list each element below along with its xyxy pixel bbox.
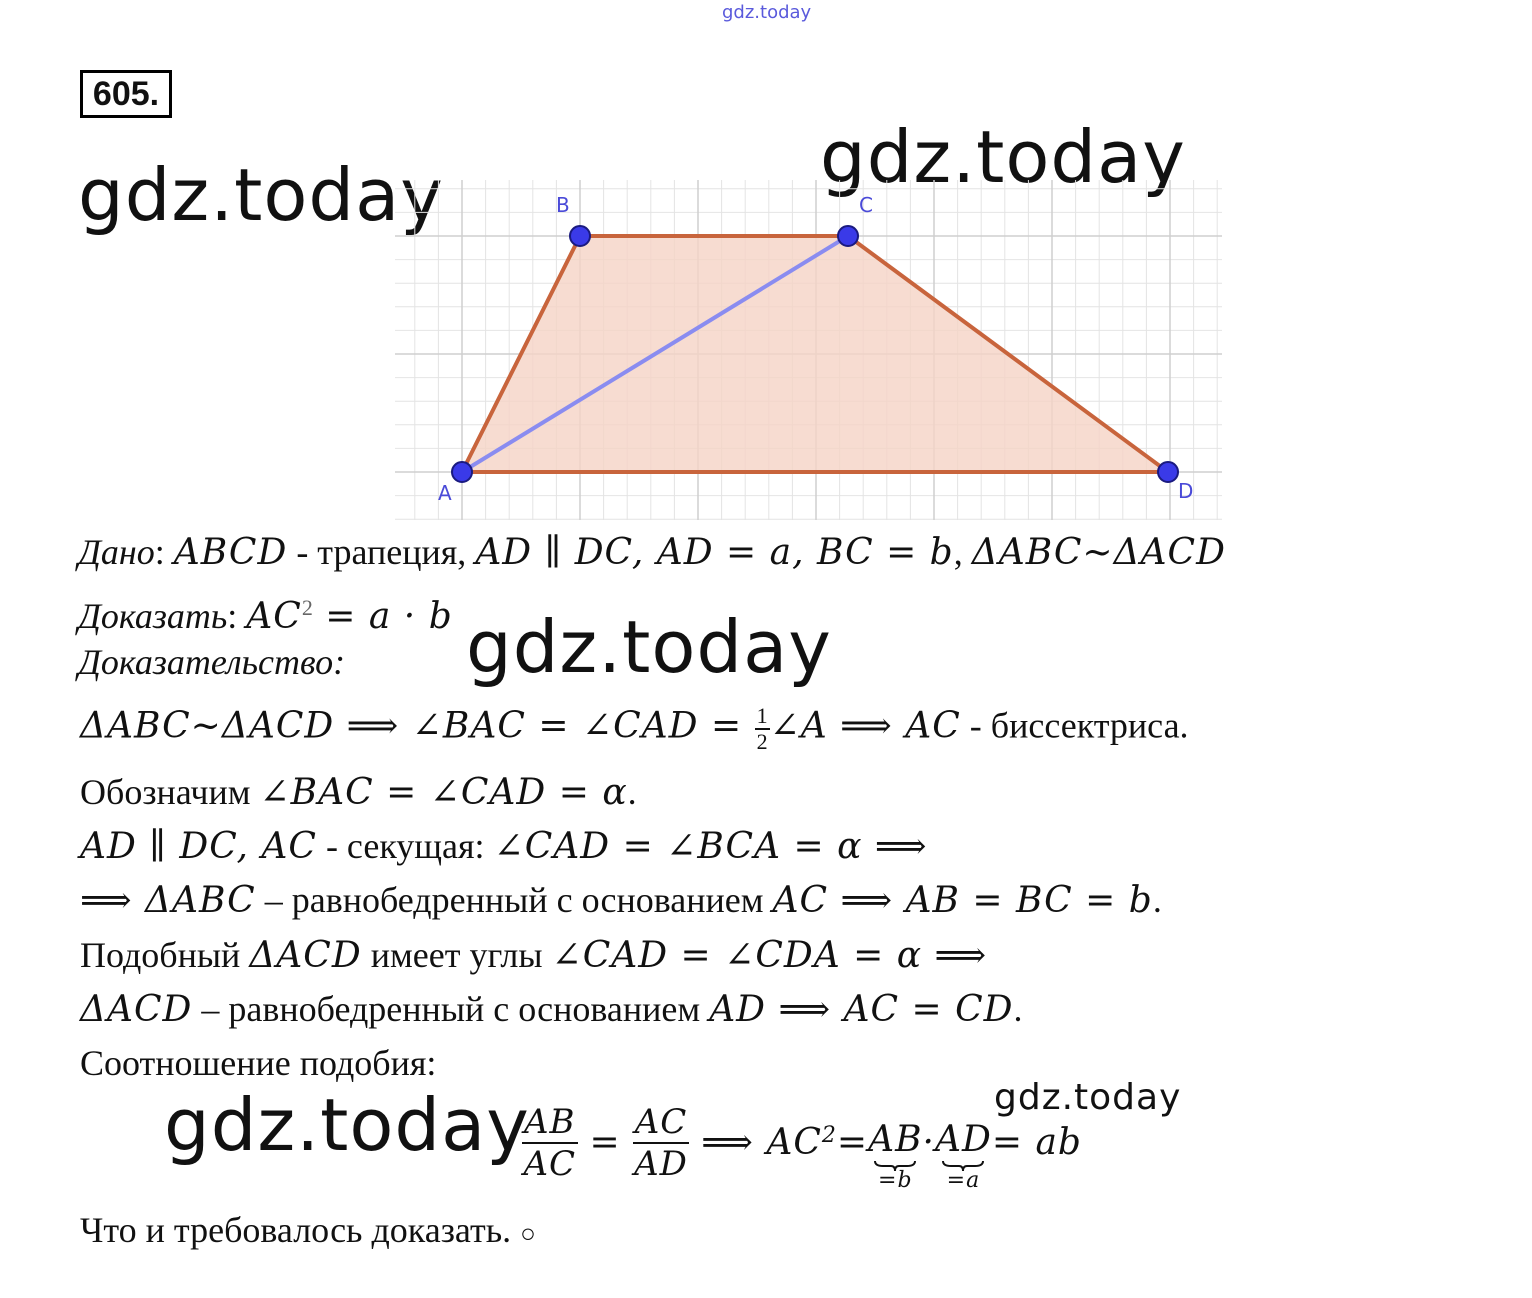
fraction-ab-ac: $\frac{AB}{AC}$ [523,1102,577,1184]
given-abcd: ABCD [173,532,288,573]
underbrace-ab: AB =b [868,1119,923,1193]
prove-label: Доказать [78,596,228,636]
proof-line-1: ΔABC~ΔACD ⟹ ∠BAC = ∠CAD = $\frac{1}{2}$ ∠A ⟹ AC - биссектриса. [80,703,1189,754]
watermark-formula-right: gdz.today [994,1077,1182,1118]
fraction-half: $\frac{1}{2}$ [756,703,768,754]
prove-expr: AC [246,596,302,637]
point-c [838,226,858,246]
label-c: C [859,193,873,217]
fraction-ac-ad: $\frac{AC}{AD}$ [634,1102,688,1184]
label-d: D [1178,479,1194,503]
given-label: Дано [78,532,155,572]
point-a [452,462,472,482]
proof-line-3: AD ∥ DC, AC - секущая: ∠CAD = ∠BCA = α ⟹ [80,826,928,867]
proof-label: Доказательство: [78,642,346,682]
given-trap-text: - трапеция, [287,532,476,572]
point-b [570,226,590,246]
given-similarity: ΔABC~ΔACD [971,532,1226,573]
proof-line-4: ⟹ ΔABC – равнобедренный с основанием AC ⟹ AB = BC = b. [80,880,1162,921]
given-conditions: AD ∥ DC, AD = a, BC = b [475,532,954,573]
underbrace-ad: AD =a [934,1119,992,1193]
proof-line-6: ΔACD – равнобедренный с основанием AD ⟹ AC = CD. [80,989,1023,1030]
given-line: Дано: ABCD - трапеция, AD ∥ DC, AD = a, BC = b, ΔABC~ΔACD [78,532,1226,573]
conclusion-line: Что и требовалось доказать. ○ [80,1210,536,1250]
header-watermark: gdz.today [722,2,812,23]
similarity-formula: $\frac{AB}{AC}$ = $\frac{AC}{AD}$ ⟹ AC 2 = AB =b · AD =a = ab [523,1102,1082,1193]
watermark-top-left: gdz.today [78,153,444,237]
watermark-formula-left: gdz.today [164,1083,530,1167]
prove-rhs: = a · b [312,596,453,637]
label-a: A [438,481,452,505]
proof-line-2: Обозначим ∠BAC = ∠CAD = α. [80,772,637,813]
proof-line-7: Соотношение подобия: [80,1043,437,1083]
watermark-top-right: gdz.today [820,115,1186,199]
problem-number: 605. [80,70,172,118]
prove-line: Доказать: $AC^2 = a \cdot b$ [78,595,453,637]
trapezoid-figure [380,180,1230,525]
proof-line-5: Подобный ΔACD имеет углы ∠CAD = ∠CDA = α ⟹ [80,935,988,976]
point-d [1158,462,1178,482]
qed-mark: ○ [520,1219,536,1248]
watermark-middle: gdz.today [466,605,832,689]
label-b: B [556,193,570,217]
